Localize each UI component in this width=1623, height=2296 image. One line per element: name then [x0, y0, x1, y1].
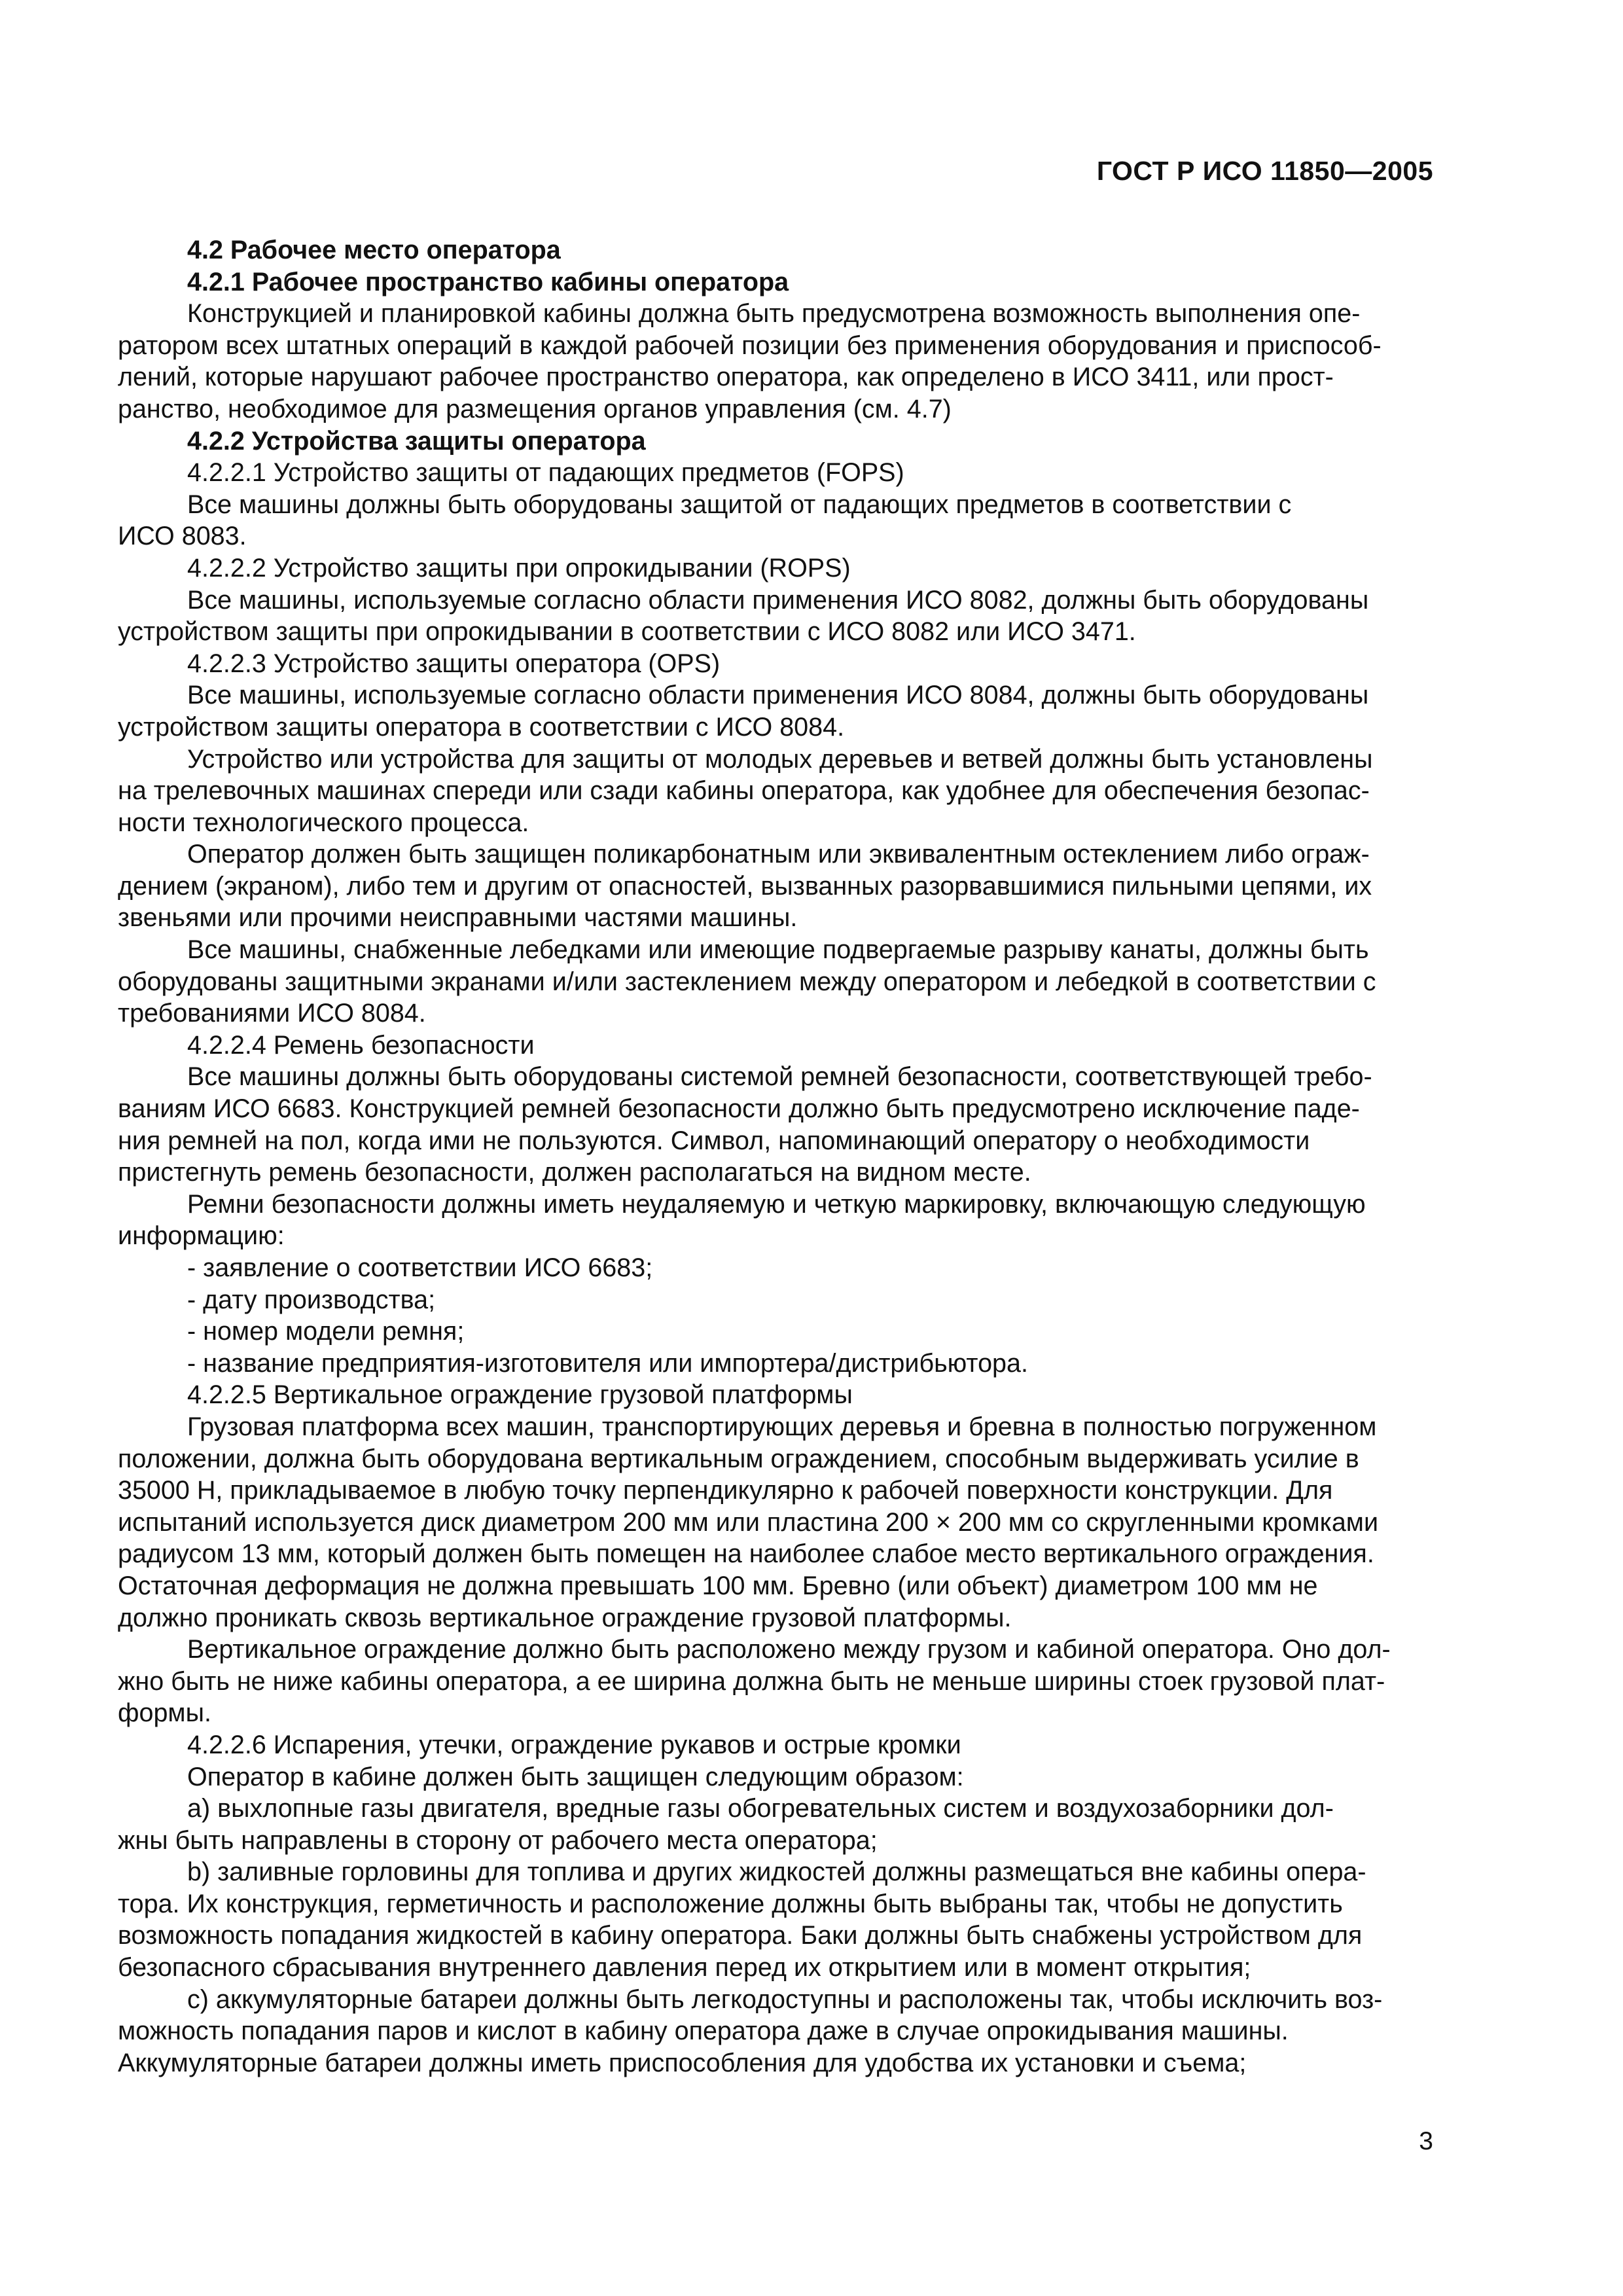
list-item: b) заливные горловины для топлива и других жидкостей должны размещаться вне кабины опера- тора. Их конструкция, герметичность и расположение должны быть выбраны так, чтобы не допустить возможность попадания жидкостей в кабину оператора. Баки должны быть снабжены устройством для безопасного сбрасывания внутреннего давления перед их открытием или в момент открытия;	[118, 1857, 1366, 1982]
body-paragraph: Ремни безопасности должны иметь неудаляемую и четкую маркировку, включающую следующую информацию:	[118, 1189, 1366, 1251]
list-item: a) выхлопные газы двигателя, вредные газы обогревательных систем и воздухозаборники дол- жны быть направлены в сторону от рабочего места оператора;	[118, 1794, 1334, 1855]
body-paragraph: 4.2.2.5 Вертикальное ограждение грузовой платформы	[187, 1380, 853, 1410]
body-paragraph: Конструкцией и планировкой кабины должна быть предусмотрена возможность выполнения опе- ратором всех штатных операций в каждой рабочей позиции без применения оборудования и приспособ- лений, которые нарушают рабочее пространство оператора, как определено в ИСО 3411, или прост- ранство, необходимое для размещения органов управления (см. 4.7)	[118, 299, 1382, 423]
list-item: - название предприятия-изготовителя или импортера/дистрибьютора.	[187, 1348, 1028, 1378]
body-paragraph: 4.2.2.2 Устройство защиты при опрокидывании (ROPS)	[187, 553, 851, 583]
document-code-header: ГОСТ Р ИСО 11850—2005	[1096, 156, 1433, 186]
section-heading: 4.2 Рабочее место оператора	[187, 236, 561, 264]
body-paragraph: Вертикальное ограждение должно быть расположено между грузом и кабиной оператора. Оно дол- жно быть не ниже кабины оператора, а ее ширина должна быть не меньше ширины стоек грузовой плат- формы.	[118, 1635, 1391, 1728]
body-paragraph: Все машины, используемые согласно области применения ИСО 8084, должны быть оборудованы устройством защиты оператора в соответствии с ИСО 8084.	[118, 681, 1369, 742]
body-paragraph: Все машины должны быть оборудованы защитой от падающих предметов в соответствии с ИСО 8083.	[118, 490, 1292, 551]
body-paragraph: Оператор в кабине должен быть защищен следующим образом:	[187, 1762, 964, 1791]
body-paragraph: 4.2.2.1 Устройство защиты от падающих предметов (FOPS)	[187, 458, 904, 488]
body-paragraph: 4.2.2.6 Испарения, утечки, ограждение рукавов и острые кромки	[187, 1730, 961, 1759]
list-item: c) аккумуляторные батареи должны быть легкодоступны и расположены так, чтобы исключить воз- можность попадания паров и кислот в кабину оператора даже в случае опрокидывания машины. Аккумуляторные батареи должны иметь приспособления для удобства их установки и съема;	[118, 1984, 1383, 2077]
list-item: - дату производства;	[187, 1285, 436, 1314]
page-number: 3	[1419, 2127, 1433, 2155]
body-paragraph: Грузовая платформа всех машин, транспортирующих деревья и бревна в полностью погруженном положении, должна быть оборудована вертикальным ограждением, способным выдерживать усилие в 35000 Н, прикладываемое в любую точку перпендикулярно к рабочей поверхности конструкции. Для испытаний используется диск диаметром 200 мм или пластина 200 × 200 мм со скругленными кромками радиусом 13 мм, который должен быть помещен на наиболее слабое место вертикального ограждения. Остаточная деформация не должна превышать 100 мм. Бревно (или объект) диаметром 100 мм не должно проникать сквозь вертикальное ограждение грузовой платформы.	[118, 1412, 1379, 1632]
document-body	[118, 234, 1448, 2079]
body-paragraph: Оператор должен быть защищен поликарбонатным или эквивалентным остеклением либо ограж- дением (экраном), либо тем и другим от опасностей, вызванных разорвавшимися пильными цепями, их звеньями или прочими неисправными частями машины.	[118, 840, 1372, 933]
body-paragraph: Все машины, снабженные лебедками или имеющие подвергаемые разрыву канаты, должны быть оборудованы защитными экранами и/или застеклением между оператором и лебедкой в соответствии с требованиями ИСО 8084.	[118, 935, 1376, 1028]
section-heading: 4.2.2 Устройства защиты оператора	[187, 426, 646, 456]
list-item: - номер модели ремня;	[187, 1317, 465, 1346]
list-item: - заявление о соответствии ИСО 6683;	[187, 1253, 653, 1282]
section-heading: 4.2.1 Рабочее пространство кабины оператора	[187, 267, 789, 296]
body-paragraph: Устройство или устройства для защиты от молодых деревьев и ветвей должны быть установлены на трелевочных машинах спереди или сзади кабины оператора, как удобнее для обеспечения безопас- ности технологического процесса.	[118, 744, 1373, 837]
body-paragraph: 4.2.2.4 Ремень безопасности	[187, 1030, 535, 1060]
body-paragraph: 4.2.2.3 Устройство защиты оператора (OPS)	[187, 649, 721, 678]
body-paragraph: Все машины, используемые согласно области применения ИСО 8082, должны быть оборудованы устройством защиты при опрокидывании в соответствии с ИСО 8082 или ИСО 3471.	[118, 585, 1369, 647]
body-paragraph: Все машины должны быть оборудованы системой ремней безопасности, соответствующей требо- ваниям ИСО 6683. Конструкцией ремней безопасности должно быть предусмотрено исключение паде- ния ремней на пол, когда ими не пользуются. Символ, напоминающий оператору о необходимости пристегнуть ремень безопасности, должен располагаться на видном месте.	[118, 1062, 1372, 1187]
